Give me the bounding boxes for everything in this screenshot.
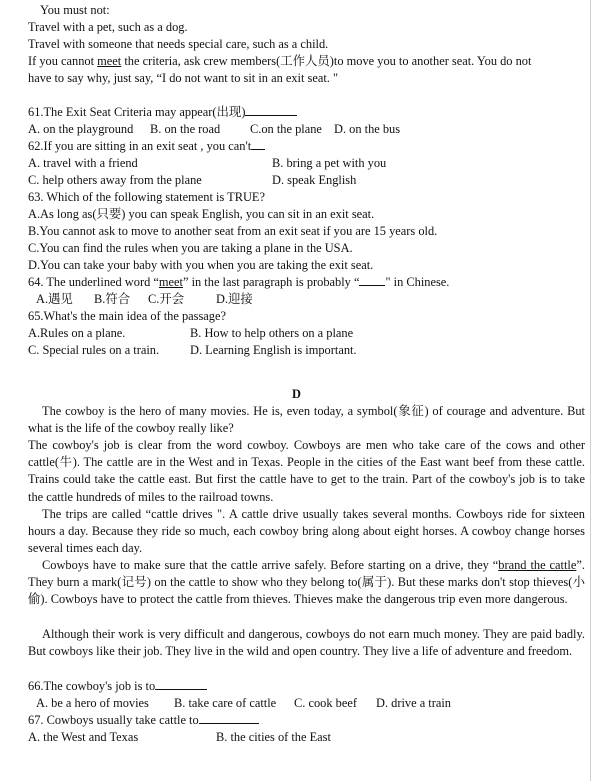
q67-option-a: A. the West and Texas	[28, 730, 139, 744]
q62-options-row1	[28, 155, 585, 172]
if-text-a: If you cannot	[28, 54, 98, 68]
q62-stem	[28, 138, 585, 155]
p4-text-b: ”. They burn a mark(记号) on the cattle to show who they belong to(属于). But these marks don't stop thieves(小偷). Cowboys have to protect the cattle from thieves. Thieves make the dangerous trip even more dangerous.	[28, 558, 585, 607]
q66-stem	[28, 678, 585, 695]
q61-blank	[245, 104, 297, 116]
q62-option-a: A. travel with a friend	[28, 156, 138, 170]
q62-option-d: D. speak English	[272, 173, 357, 187]
q61-options	[28, 121, 585, 138]
q62-blank	[251, 138, 265, 150]
q61-option-a: A. on the playground	[28, 122, 134, 136]
q61-stem	[28, 104, 585, 121]
q64-option-c: C.开会	[148, 292, 185, 306]
passage-d-paragraph-2: The cowboy's job is clear from the word cowboy. Cowboys are men who take care of the cows and other cattle(牛). The cattle are in the West and in Texas. People in the cities of the East want beef from these cattle. Trains could take the cattle east. But first the cattle have to get to the train. Part of the cowboy's job is to take the cattle hundreds of miles to the railroad towns.	[28, 438, 585, 504]
q64-stem-a: 64. The underlined word “	[28, 275, 159, 289]
q63-stem: 63. Which of the following statement is TRUE?	[28, 190, 265, 204]
p4-text-a: Cowboys have to make sure that the cattle arrive safely. Before starting on a drive, they “	[42, 558, 499, 572]
must-not-title: You must not:	[40, 3, 110, 17]
q61-option-c: C.on the plane	[250, 122, 322, 136]
q65-options-row2	[28, 342, 585, 359]
q61-option-d: D. on the bus	[334, 122, 401, 136]
q64-option-a: A.遇见	[36, 292, 73, 306]
q65-stem: 65.What's the main idea of the passage?	[28, 309, 227, 323]
q66-option-b: B. take care of cattle	[174, 696, 277, 710]
q66-option-a: A. be a hero of movies	[36, 696, 149, 710]
q63-option-d: D.You can take your baby with you when you are taking the exit seat.	[28, 258, 374, 272]
q67-options	[28, 729, 585, 746]
q64-option-d: D.迎接	[216, 292, 253, 306]
if-cannot-line	[28, 53, 585, 70]
q62-options-row2	[28, 172, 585, 189]
q66-options	[28, 695, 585, 712]
q65-option-d: D. Learning English is important.	[190, 343, 357, 357]
q64-underlined-word: meet	[158, 275, 183, 289]
meet-underlined: meet	[97, 54, 122, 68]
q67-blank	[199, 712, 259, 724]
q62-stem-text: 62.If you are sitting in an exit seat , you can't	[28, 139, 252, 153]
q65-option-a: A.Rules on a plane.	[28, 326, 126, 340]
rule-special-care: Travel with someone that needs special care, such as a child.	[28, 37, 329, 51]
say-line: have to say why, just say, “I do not want to sit in an exit seat. "	[28, 71, 339, 85]
q66-stem-text: 66.The cowboy's job is to	[28, 679, 156, 693]
q67-stem-text: 67. Cowboys usually take cattle to	[28, 713, 199, 727]
passage-d-paragraph-3: The trips are called “cattle drives ". A cattle drive usually takes several months. Cowboys ride for sixteen hours a day. Because they ride so much, each cowboy bring along about eight horses. A cowboy change horses several times each day.	[28, 507, 585, 556]
if-text-b: the criteria, ask crew members(工作人员)to move you to another seat. You do not	[121, 54, 532, 68]
rule-pet: Travel with a pet, such as a dog.	[28, 20, 188, 34]
q62-option-b: B. bring a pet with you	[272, 156, 387, 170]
q64-blank	[359, 274, 385, 286]
q64-stem-b: ” in the last paragraph is probably “	[182, 275, 360, 289]
q63-option-c: C.You can find the rules when you are taking a plane in the USA.	[28, 241, 353, 255]
q65-options-row1	[28, 325, 585, 342]
passage-d-paragraph-5: Although their work is very difficult and dangerous, cowboys do not earn much money. They are paid badly. But cowboys like their job. They live in the wild and open country. They live a life of adventure and freedom.	[28, 627, 585, 659]
q66-option-d: D. drive a train	[376, 696, 452, 710]
q64-stem	[28, 274, 585, 291]
q61-stem-text: 61.The Exit Seat Criteria may appear(出现)	[28, 105, 246, 119]
q66-option-c: C. cook beef	[294, 696, 357, 710]
q62-option-c: C. help others away from the plane	[28, 173, 202, 187]
q64-option-b: B.符合	[94, 292, 131, 306]
q67-stem	[28, 712, 585, 729]
q65-option-b: B. How to help others on a plane	[190, 326, 354, 340]
q61-option-b: B. on the road	[150, 122, 221, 136]
q64-stem-c: " in Chinese.	[385, 275, 450, 289]
passage-d-paragraph-1: The cowboy is the hero of many movies. He is, even today, a symbol(象征) of courage and adventure. But what is the life of the cowboy really like?	[28, 404, 585, 436]
q67-option-b: B. the cities of the East	[216, 730, 331, 744]
q66-blank	[155, 678, 207, 690]
passage-d-paragraph-4	[28, 557, 585, 609]
q63-option-b: B.You cannot ask to move to another seat from an exit seat if you are 15 years old.	[28, 224, 438, 238]
section-d-heading: D	[292, 387, 301, 401]
q63-option-a: A.As long as(只要) you can speak English, you can sit in an exit seat.	[28, 207, 375, 221]
q64-options	[28, 291, 585, 308]
brand-the-cattle-underlined: brand the cattle	[498, 558, 577, 572]
q65-option-c: C. Special rules on a train.	[28, 343, 160, 357]
